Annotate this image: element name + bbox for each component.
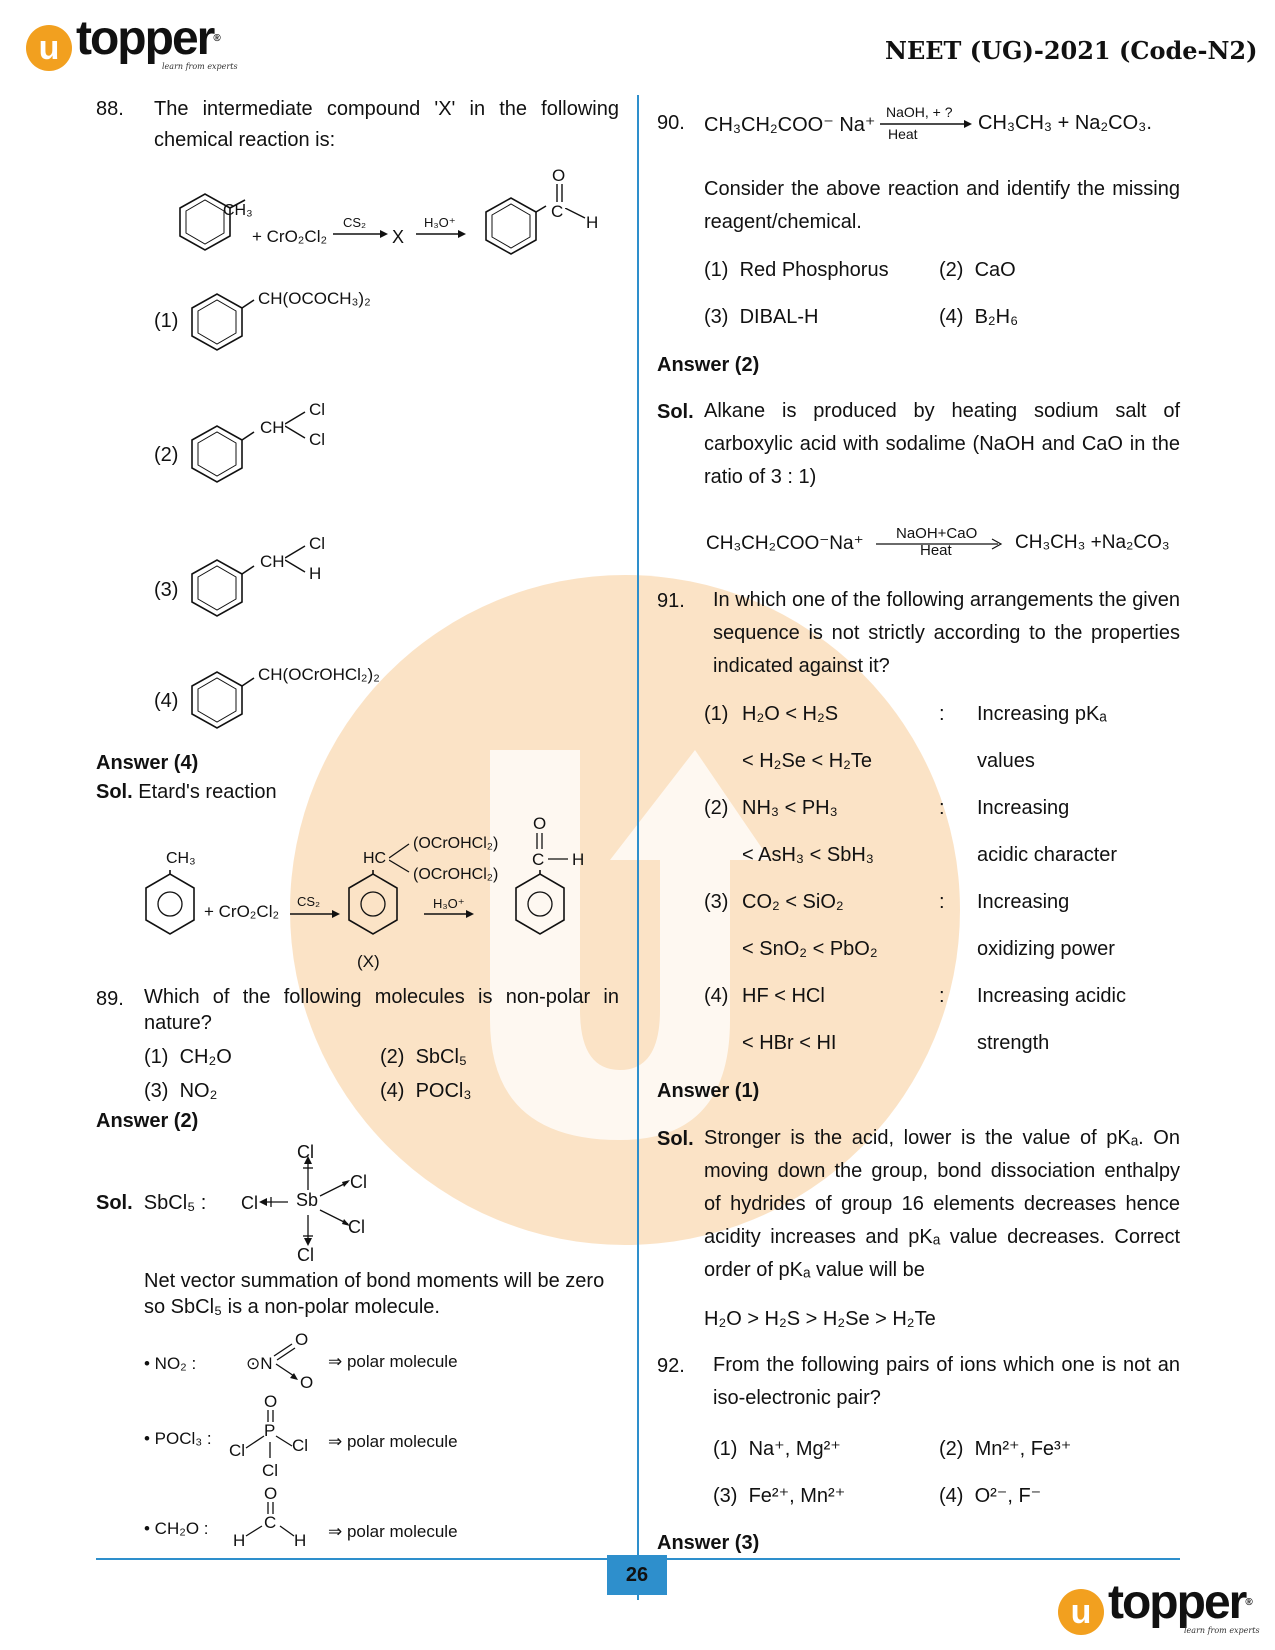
q90-sol-text: Alkane is produced by heating sodium salt of carboxylic acid with sodalime (NaOH and CaO in the ratio of 3 : 1) — [704, 400, 1180, 488]
q91-row4-p1: Increasing acidic — [977, 985, 1126, 1007]
q88-opt2-group: CH — [260, 418, 285, 437]
q88-opt3-sub1: Cl — [309, 534, 326, 553]
q92-opt2: (2) Mn²⁺, Fe³⁺ — [939, 1438, 1072, 1460]
q89-ch2o-c: C — [264, 1513, 277, 1532]
q91-row1-l2: < H₂Se < H₂Te — [742, 750, 873, 772]
q88-sol-x: (X) — [357, 952, 380, 971]
q88-sol-cs2: CS₂ — [297, 894, 321, 909]
q91-row3-p2: oxidizing power — [977, 938, 1115, 960]
q90-eq-bottom: Heat — [888, 126, 918, 142]
q89-cl-lower-right: Cl — [348, 1217, 365, 1237]
footer-logo-word: topper® — [1108, 1576, 1251, 1629]
q88-sol-g1: (OCrOHCl₂) — [413, 835, 499, 852]
q88-opt2-ring — [188, 422, 258, 492]
q91-row4-colon: : — [939, 985, 945, 1007]
q89-opt3: (3) NO₂ — [144, 1080, 218, 1102]
q91-sol-label: Sol. — [657, 1128, 694, 1150]
q91-row1-label: (1) — [704, 703, 729, 725]
q88-number: 88. — [96, 98, 124, 120]
q88-cho-bond — [565, 208, 587, 220]
q90-opt3: (3) DIBAL-H — [704, 306, 819, 328]
q89-no2-n: ⊙N — [246, 1354, 273, 1373]
q90-answer: Answer (2) — [657, 354, 760, 376]
q88-sol-g2: (OCrOHCl₂) — [413, 866, 499, 883]
q91-text: In which one of the following arrangements the given sequence is not strictly according to the properties indicated against it? — [713, 589, 1180, 677]
q90-sol-label: Sol. — [657, 401, 694, 423]
q91-row1-p1: Increasing pKₐ — [977, 703, 1107, 725]
q88-sol-double-bond — [535, 833, 545, 851]
q89-pocl3-cl-left: Cl — [229, 1441, 246, 1460]
q88-cho-o: O — [552, 166, 566, 185]
q91-answer: Answer (1) — [657, 1080, 760, 1102]
q88-opt4-label: (4) — [154, 690, 179, 712]
q89-text: Which of the following molecules is non-polar in nature? — [144, 986, 619, 1034]
q90-opt4: (4) B₂H₆ — [939, 306, 1019, 328]
q89-no2-polar: ⇒ polar molecule — [328, 1352, 458, 1371]
q89-no2-o-top: O — [295, 1330, 309, 1349]
q92-number: 92. — [657, 1355, 685, 1377]
q90-opt1: (1) Red Phosphorus — [704, 259, 889, 281]
q88-ch3: CH₃ — [223, 202, 253, 219]
q88-opt4-group: CH(OCrOHCl₂)₂ — [258, 665, 380, 684]
footer-logo-tagline: learn from experts — [1184, 1626, 1260, 1635]
q91-row4-l2: < HBr < HI — [742, 1032, 837, 1054]
q89-cl-left: Cl — [241, 1193, 258, 1213]
q89-answer: Answer (2) — [96, 1110, 199, 1132]
q91-row4-p2: strength — [977, 1032, 1050, 1054]
q89-sb: Sb — [296, 1190, 319, 1210]
logo-u-icon: u — [26, 25, 72, 71]
q89-ch2o-h-right: H — [294, 1531, 307, 1550]
q88-arrow-1 — [333, 228, 388, 240]
q91-row4-label: (4) — [704, 985, 729, 1007]
q91-row2-label: (2) — [704, 797, 729, 819]
q88-product-ring — [478, 190, 548, 270]
q91-row2-p2: acidic character — [977, 844, 1118, 866]
q88-opt1-label: (1) — [154, 310, 179, 332]
q91-row2-l2: < AsH₃ < SbH₃ — [742, 844, 874, 866]
q89-ch2o-h-left: H — [233, 1531, 246, 1550]
q89-no2-o-bottom: O — [300, 1373, 314, 1392]
q88-text: The intermediate compound 'X' in the following chemical reaction is: — [154, 98, 619, 151]
column-divider — [637, 95, 639, 1600]
q91-number: 91. — [657, 590, 685, 612]
q90-sol-left: CH₃CH₂COO⁻Na⁺ — [706, 533, 864, 554]
q88-opt3-label: (3) — [154, 579, 179, 601]
q89-number: 89. — [96, 988, 124, 1010]
q92-text: From the following pairs of ions which one is not an iso-electronic pair? — [713, 1354, 1180, 1409]
q89-cl-bottom: Cl — [297, 1245, 314, 1265]
q91-row1-colon: : — [939, 703, 945, 725]
q88-opt1-group: CH(OCOCH₃)₂ — [258, 289, 371, 308]
q88-opt3-group: CH — [260, 552, 285, 571]
q90-eq-top: NaOH, + ? — [886, 104, 953, 120]
q90-eq-left: CH₃CH₂COO⁻ Na⁺ — [704, 114, 876, 136]
q91-row3-label: (3) — [704, 891, 729, 913]
q91-row2-l1: NH₃ < PH₃ — [742, 797, 838, 819]
q88-sol-ch3: CH₃ — [166, 850, 196, 867]
q89-pocl3-p: P — [264, 1421, 276, 1440]
q88-sol-hc: HC — [363, 850, 387, 867]
q88-sol-o: O — [533, 814, 547, 833]
q91-row2-colon: : — [939, 797, 945, 819]
header-logo — [26, 12, 238, 71]
q89-pocl3-label: • POCl₃ : — [144, 1429, 212, 1448]
q88-sol-arrow-1 — [290, 908, 340, 920]
q89-no2-bonds — [272, 1340, 306, 1384]
q88-sol-c: C — [532, 850, 545, 869]
q88-opt2-sub2: Cl — [309, 430, 326, 449]
q88-sol-ring-2 — [343, 870, 403, 942]
q91-row3-l2: < SnO₂ < PbO₂ — [742, 938, 878, 960]
q89-ch2o-bonds — [240, 1522, 300, 1542]
q89-pocl3-cl-bottom: Cl — [262, 1461, 279, 1480]
q91-row3-l1: CO₂ < SiO₂ — [742, 891, 844, 913]
q88-cho-h: H — [586, 213, 599, 232]
q88-sol-ch-bond — [548, 856, 570, 862]
q88-reagent: + CrO₂Cl₂ — [252, 227, 328, 246]
q88-h3o: H₃O⁺ — [424, 215, 456, 230]
q91-row1-p2: values — [977, 750, 1035, 772]
q88-sol-ring-3 — [510, 870, 570, 942]
q92-opt3: (3) Fe²⁺, Mn²⁺ — [713, 1485, 846, 1507]
q90-eq-right: CH₃CH₃ + Na₂CO₃. — [978, 112, 1152, 134]
q91-sol-text: Stronger is the acid, lower is the value of pKₐ. On moving down the group, bond dissociation enthalpy of hydrides of group 16 elements decreases hence acidity increases and pKₐ value decreases. Correct order of pKₐ value will be — [704, 1127, 1180, 1281]
q88-sol-ring-1 — [140, 870, 200, 942]
q88-sol-h: H — [572, 850, 585, 869]
logo-tagline: learn from experts — [162, 62, 238, 71]
q88-opt2-sub1: Cl — [309, 400, 326, 419]
q90-sol-bottom: Heat — [920, 542, 952, 559]
q89-cl-top: Cl — [297, 1142, 314, 1162]
q89-sol: Sol. SbCl₅ : — [96, 1192, 207, 1214]
q88-sol-arrow-2 — [424, 908, 474, 920]
q89-no2-label: • NO₂ : — [144, 1354, 197, 1373]
q91-order: H₂O > H₂S > H₂Se > H₂Te — [704, 1308, 936, 1330]
q91-row1-l1: H₂O < H₂S — [742, 703, 839, 725]
q89-ch2o-polar: ⇒ polar molecule — [328, 1522, 458, 1541]
q90-opt2: (2) CaO — [939, 259, 1016, 281]
q91-row4-l1: HF < HCl — [742, 985, 825, 1007]
q88-cho-double-bond — [555, 184, 565, 204]
q92-opt4: (4) O²⁻, F⁻ — [939, 1485, 1042, 1507]
q88-sol-reagent: + CrO₂Cl₂ — [204, 902, 280, 921]
page-number: 26 — [607, 1555, 667, 1595]
q88-answer: Answer (4) — [96, 752, 199, 774]
q89-net-text: Net vector summation of bond moments will be zero so SbCl₅ is a non-polar molecule. — [144, 1270, 605, 1318]
q89-ch2o-label: • CH₂O : — [144, 1519, 209, 1538]
q88-cs2: CS₂ — [343, 215, 367, 230]
q88-sol: Sol. Etard's reaction — [96, 781, 277, 803]
logo-word: topper® — [76, 12, 219, 65]
footer-logo — [1058, 1576, 1260, 1635]
q91-row3-p1: Increasing — [977, 891, 1070, 913]
q88-opt3-ring — [188, 556, 258, 626]
q90-text: Consider the above reaction and identify the missing reagent/chemical. — [704, 178, 1180, 233]
q89-pocl3-cl-right: Cl — [292, 1436, 309, 1455]
q88-opt3-sub2: H — [309, 564, 322, 583]
q89-opt1: (1) CH₂O — [144, 1046, 232, 1068]
q90-sol-top: NaOH+CaO — [896, 525, 978, 542]
q92-answer: Answer (3) — [657, 1532, 760, 1554]
q88-opt4-ring — [188, 668, 258, 738]
q91-row3-colon: : — [939, 891, 945, 913]
q89-opt2: (2) SbCl₅ — [380, 1046, 467, 1068]
footer-logo-u-icon: u — [1058, 1589, 1104, 1635]
q88-opt1-ring — [188, 290, 258, 360]
q88-sol-h3o: H₃O⁺ — [433, 896, 465, 911]
q89-cl-upper-right: Cl — [350, 1172, 367, 1192]
exam-code: NEET (UG)-2021 (Code-N2) — [885, 36, 1258, 65]
q89-ch2o-o: O — [264, 1484, 278, 1503]
q88-arrow-2 — [416, 228, 466, 240]
q89-pocl3-o: O — [264, 1392, 278, 1411]
q90-sol-right: CH₃CH₃ +Na₂CO₃ — [1015, 532, 1170, 553]
q89-opt4: (4) POCl₃ — [380, 1080, 472, 1102]
q92-opt1: (1) Na⁺, Mg²⁺ — [713, 1438, 841, 1460]
q91-row2-p1: Increasing — [977, 797, 1070, 819]
q89-pocl3-polar: ⇒ polar molecule — [328, 1432, 458, 1451]
q88-cho-c: C — [551, 202, 564, 221]
q90-number: 90. — [657, 112, 685, 134]
q88-x: X — [392, 227, 405, 247]
q88-opt2-label: (2) — [154, 444, 179, 466]
